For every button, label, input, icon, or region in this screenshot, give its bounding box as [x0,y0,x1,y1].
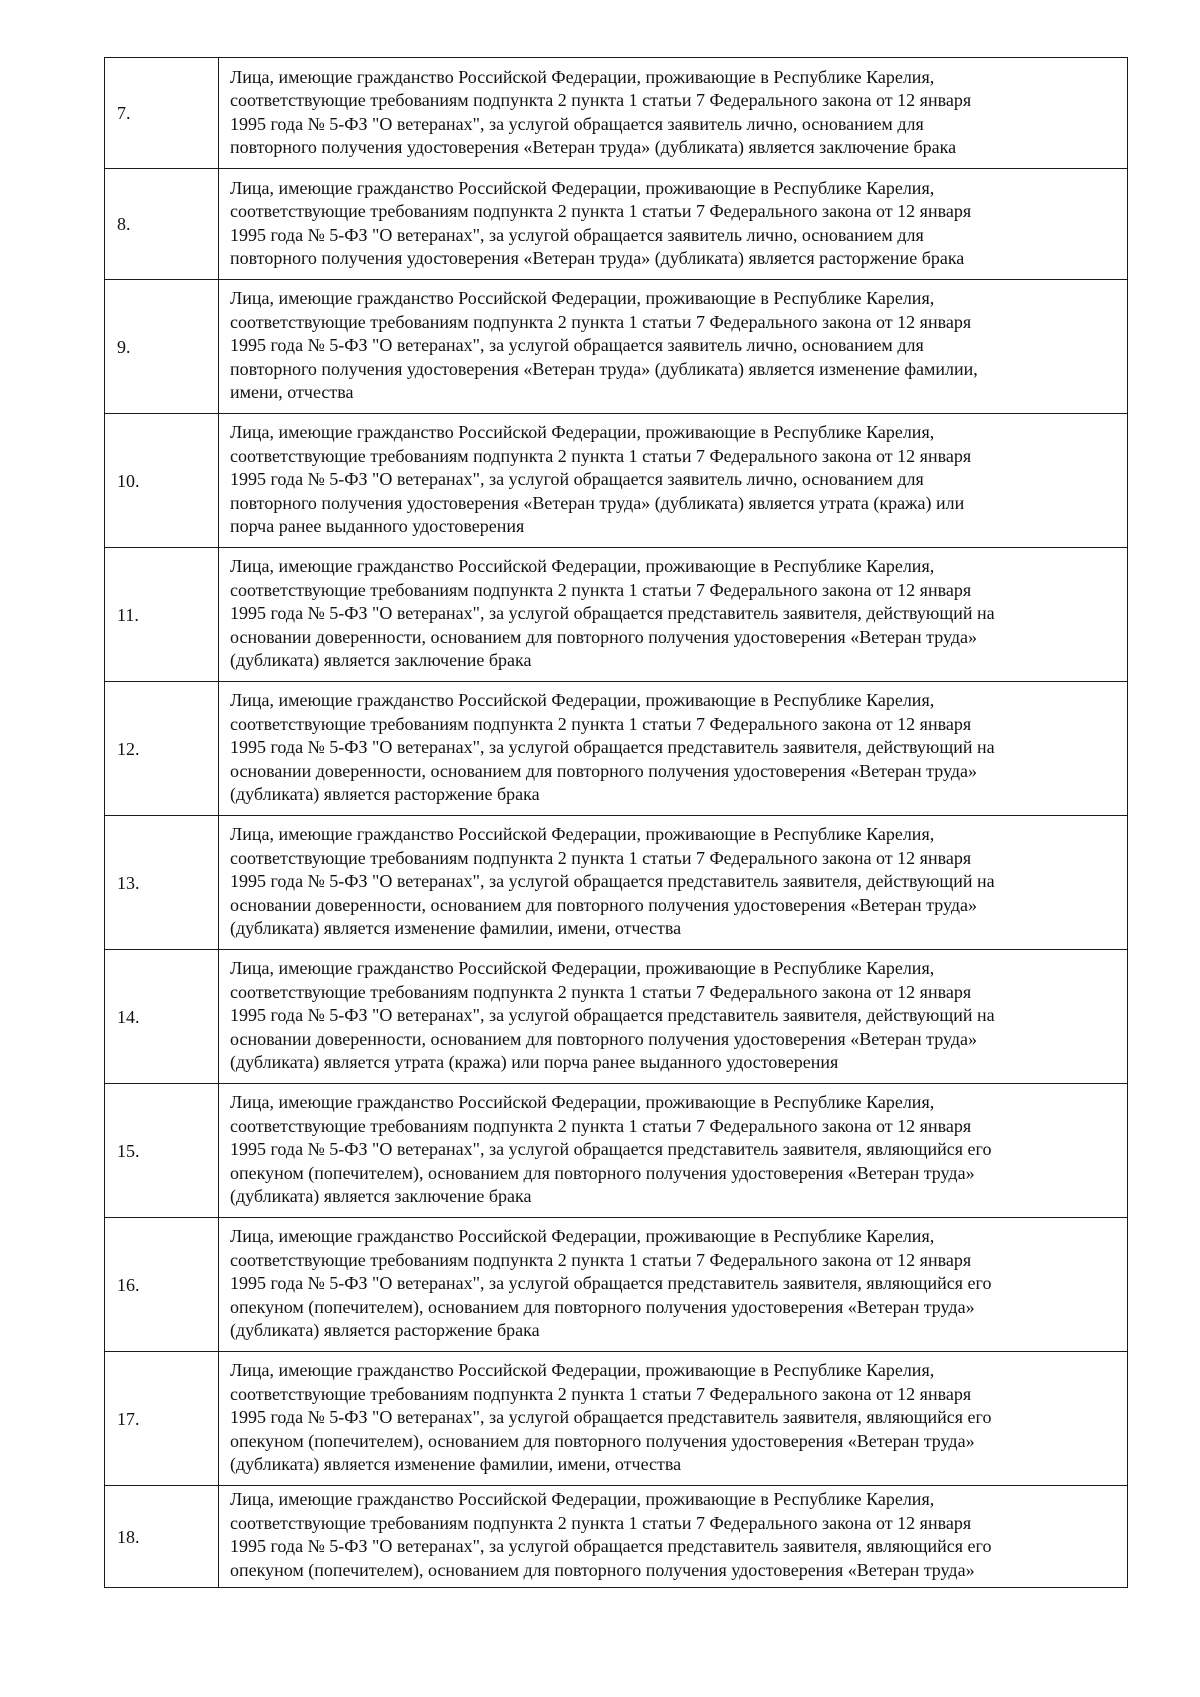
description-line: 1995 года № 5-ФЗ "О ветеранах", за услугой обращается заявитель лично, основанием для [230,113,924,134]
description-line: соответствующие требованиям подпункта 2 пункта 1 статьи 7 Федерального закона от 12 января [230,981,972,1002]
description-line: Лица, имеющие гражданство Российской Федерации, проживающие в Республике Карелия, [230,1092,935,1113]
description-text [230,1225,1121,1343]
description-text [230,287,1121,405]
description-line: Лица, имеющие гражданство Российской Федерации, проживающие в Республике Карелия, [230,288,935,309]
row-description [219,1486,1128,1588]
description-line: Лица, имеющие гражданство Российской Федерации, проживающие в Республике Карелия, [230,1226,935,1247]
description-text [230,689,1121,807]
description-line: 1995 года № 5-ФЗ "О ветеранах", за услугой обращается представитель заявителя, являющийся его [230,1273,992,1294]
table-row [105,548,1128,682]
description-line: соответствующие требованиям подпункта 2 пункта 1 статьи 7 Федерального закона от 12 января [230,90,972,110]
row-description [219,280,1128,414]
row-description [219,58,1128,169]
table-row [105,1084,1128,1218]
table-row [105,169,1128,280]
description-line: порча ранее выданного удостоверения [230,516,525,537]
table-row [105,58,1128,169]
description-line: соответствующие требованиям подпункта 2 пункта 1 статьи 7 Федерального закона от 12 января [230,579,972,600]
row-description [219,1084,1128,1218]
description-line: соответствующие требованиям подпункта 2 пункта 1 статьи 7 Федерального закона от 12 января [230,1115,972,1136]
description-line: (дубликата) является изменение фамилии, имени, отчества [230,918,682,939]
description-line: соответствующие требованиям подпункта 2 пункта 1 статьи 7 Федерального закона от 12 января [230,311,972,332]
description-text [230,957,1121,1075]
description-text [230,823,1121,941]
description-line: 1995 года № 5-ФЗ "О ветеранах", за услугой обращается заявитель лично, основанием для [230,469,924,490]
description-text [230,66,1121,160]
description-text [230,421,1121,539]
row-description [219,816,1128,950]
description-line: (дубликата) является расторжение брака [230,1320,540,1341]
description-text [230,1091,1121,1209]
table-row [105,950,1128,1084]
table-row [105,1218,1128,1352]
table-row [105,682,1128,816]
description-text [230,1359,1121,1477]
description-line: опекуном (попечителем), основанием для повторного получения удостоверения «Ветеран труда» [230,1162,975,1183]
description-line: 1995 года № 5-ФЗ "О ветеранах", за услугой обращается заявитель лично, основанием для [230,335,924,356]
row-number: 8. [105,169,219,280]
description-line: опекуном (попечителем), основанием для повторного получения удостоверения «Ветеран труда» [230,1430,975,1451]
row-number: 10. [105,414,219,548]
row-description [219,1352,1128,1486]
description-line: Лица, имеющие гражданство Российской Федерации, проживающие в Республике Карелия, [230,958,935,979]
description-line: Лица, имеющие гражданство Российской Федерации, проживающие в Республике Карелия, [230,556,935,577]
description-line: 1995 года № 5-ФЗ "О ветеранах", за услугой обращается представитель заявителя, действующий на [230,737,995,758]
table-row [105,414,1128,548]
description-line: имени, отчества [230,382,354,403]
description-line: 1995 года № 5-ФЗ "О ветеранах", за услугой обращается представитель заявителя, являющийся его [230,1139,992,1160]
row-description [219,548,1128,682]
description-line: (дубликата) является утрата (кража) или порча ранее выданного удостоверения [230,1052,839,1073]
description-line: 1995 года № 5-ФЗ "О ветеранах", за услугой обращается представитель заявителя, действующий на [230,1005,995,1026]
row-description [219,950,1128,1084]
table-body [105,58,1128,1588]
description-text [230,177,1121,271]
description-line: Лица, имеющие гражданство Российской Федерации, проживающие в Республике Карелия, [230,824,935,845]
description-line: опекуном (попечителем), основанием для повторного получения удостоверения «Ветеран труда» [230,1559,975,1580]
description-line: 1995 года № 5-ФЗ "О ветеранах", за услугой обращается представитель заявителя, действующий на [230,871,995,892]
description-text [230,1488,1121,1584]
description-line: Лица, имеющие гражданство Российской Федерации, проживающие в Республике Карелия, [230,422,935,443]
description-line: основании доверенности, основанием для повторного получения удостоверения «Ветеран труда» [230,626,978,647]
description-line: опекуном (попечителем), основанием для повторного получения удостоверения «Ветеран труда» [230,1296,975,1317]
table-row [105,1352,1128,1486]
description-text [230,555,1121,673]
row-number: 12. [105,682,219,816]
description-line: 1995 года № 5-ФЗ "О ветеранах", за услугой обращается представитель заявителя, являющийся его [230,1407,992,1428]
description-line: соответствующие требованиям подпункта 2 пункта 1 статьи 7 Федерального закона от 12 января [230,847,972,868]
table-row [105,1486,1128,1588]
description-line: Лица, имеющие гражданство Российской Федерации, проживающие в Республике Карелия, [230,177,935,198]
row-description [219,682,1128,816]
description-line: Лица, имеющие гражданство Российской Федерации, проживающие в Республике Карелия, [230,1360,935,1381]
description-line: 1995 года № 5-ФЗ "О ветеранах", за услугой обращается представитель заявителя, действующий на [230,603,995,624]
table-row [105,280,1128,414]
row-description [219,414,1128,548]
description-line: соответствующие требованиям подпункта 2 пункта 1 статьи 7 Федерального закона от 12 января [230,713,972,734]
description-line: основании доверенности, основанием для повторного получения удостоверения «Ветеран труда» [230,1028,978,1049]
description-line: 1995 года № 5-ФЗ "О ветеранах", за услугой обращается представитель заявителя, являющийся его [230,1536,992,1556]
description-line: Лица, имеющие гражданство Российской Федерации, проживающие в Республике Карелия, [230,66,935,87]
description-line: основании доверенности, основанием для повторного получения удостоверения «Ветеран труда» [230,894,978,915]
description-line: соответствующие требованиям подпункта 2 пункта 1 статьи 7 Федерального закона от 12 января [230,1512,972,1533]
description-line: Лица, имеющие гражданство Российской Федерации, проживающие в Республике Карелия, [230,690,935,711]
row-number: 11. [105,548,219,682]
description-line: повторного получения удостоверения «Ветеран труда» (дубликата) является расторжение брака [230,248,965,268]
recipients-table [104,57,1128,1588]
row-number: 13. [105,816,219,950]
row-number: 18. [105,1486,219,1588]
description-line: соответствующие требованиям подпункта 2 пункта 1 статьи 7 Федерального закона от 12 января [230,1249,972,1270]
row-number: 9. [105,280,219,414]
row-number: 15. [105,1084,219,1218]
row-number: 16. [105,1218,219,1352]
row-description [219,169,1128,280]
row-description [219,1218,1128,1352]
description-line: повторного получения удостоверения «Ветеран труда» (дубликата) является утрата (кража) или [230,492,965,513]
description-line: соответствующие требованиям подпункта 2 пункта 1 статьи 7 Федерального закона от 12 января [230,1383,972,1404]
description-line: (дубликата) является заключение брака [230,1186,532,1207]
description-line: (дубликата) является заключение брака [230,650,532,671]
table-row [105,816,1128,950]
description-line: (дубликата) является изменение фамилии, имени, отчества [230,1454,682,1475]
description-line: основании доверенности, основанием для повторного получения удостоверения «Ветеран труда» [230,760,978,781]
description-line: соответствующие требованиям подпункта 2 пункта 1 статьи 7 Федерального закона от 12 января [230,201,972,221]
description-line: повторного получения удостоверения «Ветеран труда» (дубликата) является заключение брака [230,137,957,157]
description-line: соответствующие требованиям подпункта 2 пункта 1 статьи 7 Федерального закона от 12 января [230,445,972,466]
row-number: 14. [105,950,219,1084]
row-number: 17. [105,1352,219,1486]
description-line: повторного получения удостоверения «Ветеран труда» (дубликата) является изменение фамилии, [230,358,978,379]
description-line: 1995 года № 5-ФЗ "О ветеранах", за услугой обращается заявитель лично, основанием для [230,224,924,245]
description-line: Лица, имеющие гражданство Российской Федерации, проживающие в Республике Карелия, [230,1489,935,1509]
row-number: 7. [105,58,219,169]
description-line: (дубликата) является расторжение брака [230,784,540,805]
